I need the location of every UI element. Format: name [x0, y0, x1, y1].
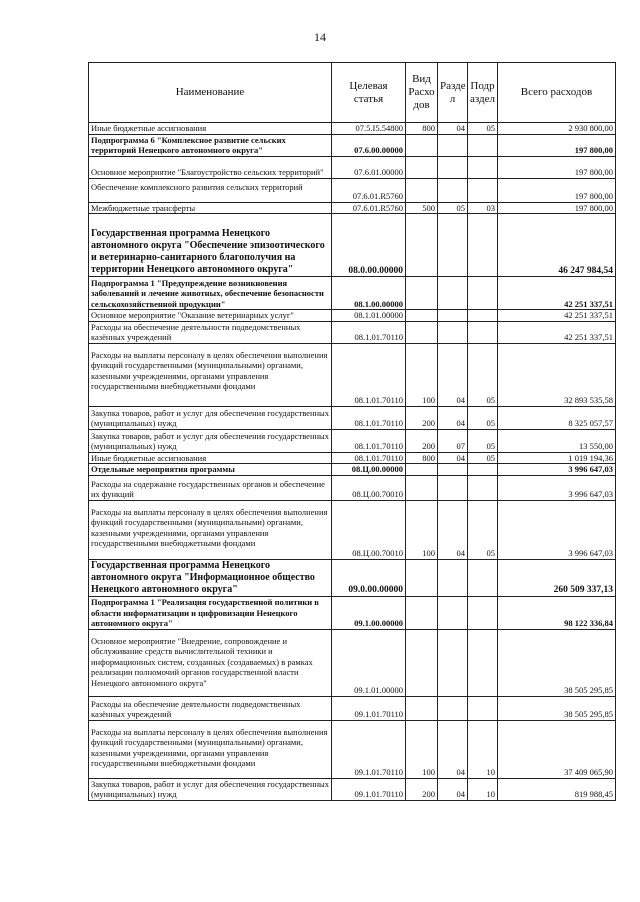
row-total: 42 251 337,51: [498, 277, 616, 310]
row-podrazdel: [468, 464, 498, 476]
row-razdel: 04: [438, 500, 468, 559]
row-razdel: 04: [438, 720, 468, 778]
table-row: [89, 310, 616, 322]
row-code: 07.6.01.R5760: [332, 202, 406, 214]
row-vid: 200: [406, 406, 438, 429]
row-name: Иные бюджетные ассигнования: [89, 123, 332, 135]
row-razdel: [438, 214, 468, 277]
row-name: Закупка товаров, работ и услуг для обеспечения государственных (муниципальных) нужд: [89, 429, 332, 452]
row-razdel: 07: [438, 429, 468, 452]
row-name: Расходы на обеспечение деятельности подведомственных казённых учреждений: [89, 696, 332, 720]
row-code: 08.1.00.00000: [332, 277, 406, 310]
row-total: 1 019 194,36: [498, 452, 616, 464]
row-razdel: [438, 629, 468, 696]
row-name: Расходы на выплаты персоналу в целях обеспечения выполнения функций государственными (муниципальными) органами, казенными учреждениями, органами управления государственными внебюджетными фондами: [89, 500, 332, 559]
row-code: 08.Ц.00.70010: [332, 500, 406, 559]
row-razdel: 05: [438, 202, 468, 214]
row-podrazdel: [468, 629, 498, 696]
row-code: 09.1.01.00000: [332, 629, 406, 696]
row-code: 09.0.00.00000: [332, 559, 406, 596]
row-name: Расходы на обеспечение деятельности подведомственных казённых учреждений: [89, 321, 332, 343]
row-vid: [406, 310, 438, 322]
table-row: [89, 596, 616, 629]
header-expense-type: Вид Расхо дов: [406, 63, 438, 123]
row-razdel: [438, 475, 468, 500]
row-razdel: [438, 310, 468, 322]
row-code: 08.1.01.70110: [332, 343, 406, 406]
row-name: Подпрограмма 1 "Предупреждение возникновения заболеваний и лечение животных, обеспечение безопасности сельскохозяйственной продукции": [89, 277, 332, 310]
row-podrazdel: 05: [468, 123, 498, 135]
row-code: 07.6.01.00000: [332, 156, 406, 178]
row-vid: [406, 464, 438, 476]
row-podrazdel: 05: [468, 500, 498, 559]
row-podrazdel: [468, 310, 498, 322]
row-total: 197 800,00: [498, 156, 616, 178]
row-total: 197 800,00: [498, 178, 616, 202]
row-podrazdel: [468, 214, 498, 277]
row-name: Подпрограмма 6 "Комплексное развитие сельских территорий Ненецкого автономного округа": [89, 134, 332, 156]
row-vid: 800: [406, 123, 438, 135]
row-podrazdel: [468, 559, 498, 596]
row-vid: [406, 629, 438, 696]
row-code: 08.1.01.70110: [332, 321, 406, 343]
row-total: 13 550,00: [498, 429, 616, 452]
table-row: [89, 202, 616, 214]
row-name: Расходы на выплаты персоналу в целях обеспечения выполнения функций государственными (муниципальными) органами, казенными учреждениями, органами управления государственными внебюджетными фондами: [89, 343, 332, 406]
row-name: Основное мероприятие "Внедрение, сопровождение и обслуживание средств вычислительной техники и информационных систем, созданных (создаваемых) в рамках реализации полномочий органов государственной власти Ненецкого автономного округа": [89, 629, 332, 696]
row-podrazdel: [468, 156, 498, 178]
row-podrazdel: [468, 178, 498, 202]
row-podrazdel: 05: [468, 452, 498, 464]
row-total: 37 409 065,90: [498, 720, 616, 778]
row-name: Основное мероприятие "Оказание ветеринарных услуг": [89, 310, 332, 322]
table-row: [89, 277, 616, 310]
row-vid: [406, 156, 438, 178]
row-code: 08.1.01.00000: [332, 310, 406, 322]
header-name: Наименование: [89, 63, 332, 123]
row-total: 32 893 535,58: [498, 343, 616, 406]
row-razdel: [438, 178, 468, 202]
header-subsection: Подр аздел: [468, 63, 498, 123]
table-row: [89, 629, 616, 696]
row-vid: 800: [406, 452, 438, 464]
row-podrazdel: 05: [468, 406, 498, 429]
row-podrazdel: 03: [468, 202, 498, 214]
row-podrazdel: [468, 475, 498, 500]
table-row: [89, 134, 616, 156]
budget-table: [88, 62, 616, 801]
row-podrazdel: [468, 277, 498, 310]
row-razdel: 04: [438, 452, 468, 464]
row-name: Иные бюджетные ассигнования: [89, 452, 332, 464]
header-total: Всего расходов: [498, 63, 616, 123]
row-code: 07.5.I5.54800: [332, 123, 406, 135]
row-name: Подпрограмма 1 "Реализация государственной политики в области информатизации и цифровизации Ненецкого автономного округа": [89, 596, 332, 629]
row-vid: 100: [406, 500, 438, 559]
table-row: [89, 559, 616, 596]
row-podrazdel: [468, 321, 498, 343]
row-code: 08.1.01.70110: [332, 452, 406, 464]
row-podrazdel: 05: [468, 343, 498, 406]
table-row: [89, 696, 616, 720]
row-razdel: [438, 559, 468, 596]
row-total: 3 996 647,03: [498, 464, 616, 476]
row-name: Расходы на выплаты персоналу в целях обеспечения выполнения функций государственными (муниципальными) органами, казенными учреждениями, органами управления государственными внебюджетными фондами: [89, 720, 332, 778]
header-section: Разде л: [438, 63, 468, 123]
row-razdel: [438, 696, 468, 720]
row-podrazdel: [468, 696, 498, 720]
table-row: [89, 464, 616, 476]
row-name: Обеспечение комплексного развития сельских территорий: [89, 178, 332, 202]
row-code: 09.1.01.70110: [332, 720, 406, 778]
row-vid: [406, 559, 438, 596]
row-total: 42 251 337,51: [498, 321, 616, 343]
row-podrazdel: 10: [468, 778, 498, 800]
row-total: 3 996 647,03: [498, 500, 616, 559]
table-row: [89, 321, 616, 343]
row-name: Закупка товаров, работ и услуг для обеспечения государственных (муниципальных) нужд: [89, 406, 332, 429]
row-code: 07.6.00.00000: [332, 134, 406, 156]
row-vid: [406, 596, 438, 629]
row-total: 46 247 984,54: [498, 214, 616, 277]
row-name: Расходы на содержание государственных органов и обеспечение их функций: [89, 475, 332, 500]
row-vid: 500: [406, 202, 438, 214]
table-header-row: [89, 63, 616, 123]
header-target-article: Целевая статья: [332, 63, 406, 123]
row-vid: 200: [406, 778, 438, 800]
row-vid: [406, 178, 438, 202]
row-total: 98 122 336,84: [498, 596, 616, 629]
row-podrazdel: [468, 596, 498, 629]
row-name: Основное мероприятие "Благоустройство сельских территорий": [89, 156, 332, 178]
row-total: 3 996 647,03: [498, 475, 616, 500]
row-razdel: 04: [438, 343, 468, 406]
row-podrazdel: [468, 134, 498, 156]
row-name: Межбюджетные трансферты: [89, 202, 332, 214]
row-name: Государственная программа Ненецкого автономного округа "Информационное общество Ненецкого автономного округа": [89, 559, 332, 596]
row-code: 08.Ц.00.00000: [332, 464, 406, 476]
row-vid: [406, 321, 438, 343]
row-code: 09.1.00.00000: [332, 596, 406, 629]
table-row: [89, 343, 616, 406]
row-code: 08.1.01.70110: [332, 406, 406, 429]
row-total: 197 800,00: [498, 134, 616, 156]
row-razdel: [438, 156, 468, 178]
row-vid: 100: [406, 720, 438, 778]
table-row: [89, 429, 616, 452]
row-razdel: 04: [438, 406, 468, 429]
row-total: 819 988,45: [498, 778, 616, 800]
row-vid: [406, 475, 438, 500]
table-row: [89, 475, 616, 500]
row-name: Государственная программа Ненецкого автономного округа "Обеспечение эпизоотического и ветеринарно-санитарного благополучия на территории Ненецкого автономного округа": [89, 214, 332, 277]
row-total: 8 325 057,57: [498, 406, 616, 429]
table-row: [89, 178, 616, 202]
row-total: 38 505 295,85: [498, 696, 616, 720]
row-vid: [406, 214, 438, 277]
row-name: Отдельные мероприятия программы: [89, 464, 332, 476]
table-row: [89, 778, 616, 800]
row-code: 08.0.00.00000: [332, 214, 406, 277]
row-vid: 100: [406, 343, 438, 406]
row-code: 07.6.01.R5760: [332, 178, 406, 202]
row-total: 2 930 800,00: [498, 123, 616, 135]
table-row: [89, 720, 616, 778]
row-podrazdel: 05: [468, 429, 498, 452]
row-total: 260 509 337,13: [498, 559, 616, 596]
row-razdel: 04: [438, 123, 468, 135]
row-vid: 200: [406, 429, 438, 452]
row-razdel: [438, 134, 468, 156]
table-row: [89, 156, 616, 178]
table-row: [89, 500, 616, 559]
row-razdel: [438, 321, 468, 343]
row-vid: [406, 696, 438, 720]
row-vid: [406, 134, 438, 156]
row-total: 38 505 295,85: [498, 629, 616, 696]
row-podrazdel: 10: [468, 720, 498, 778]
row-total: 42 251 337,51: [498, 310, 616, 322]
page-number: 14: [314, 30, 326, 44]
row-code: 08.Ц.00.70010: [332, 475, 406, 500]
table-row: [89, 214, 616, 277]
row-total: 197 800,00: [498, 202, 616, 214]
row-vid: [406, 277, 438, 310]
table-row: [89, 123, 616, 135]
row-razdel: [438, 464, 468, 476]
table-row: [89, 406, 616, 429]
row-code: 08.1.01.70110: [332, 429, 406, 452]
row-razdel: [438, 277, 468, 310]
table-row: [89, 452, 616, 464]
row-name: Закупка товаров, работ и услуг для обеспечения государственных (муниципальных) нужд: [89, 778, 332, 800]
row-code: 09.1.01.70110: [332, 696, 406, 720]
row-razdel: 04: [438, 778, 468, 800]
row-razdel: [438, 596, 468, 629]
row-code: 09.1.01.70110: [332, 778, 406, 800]
